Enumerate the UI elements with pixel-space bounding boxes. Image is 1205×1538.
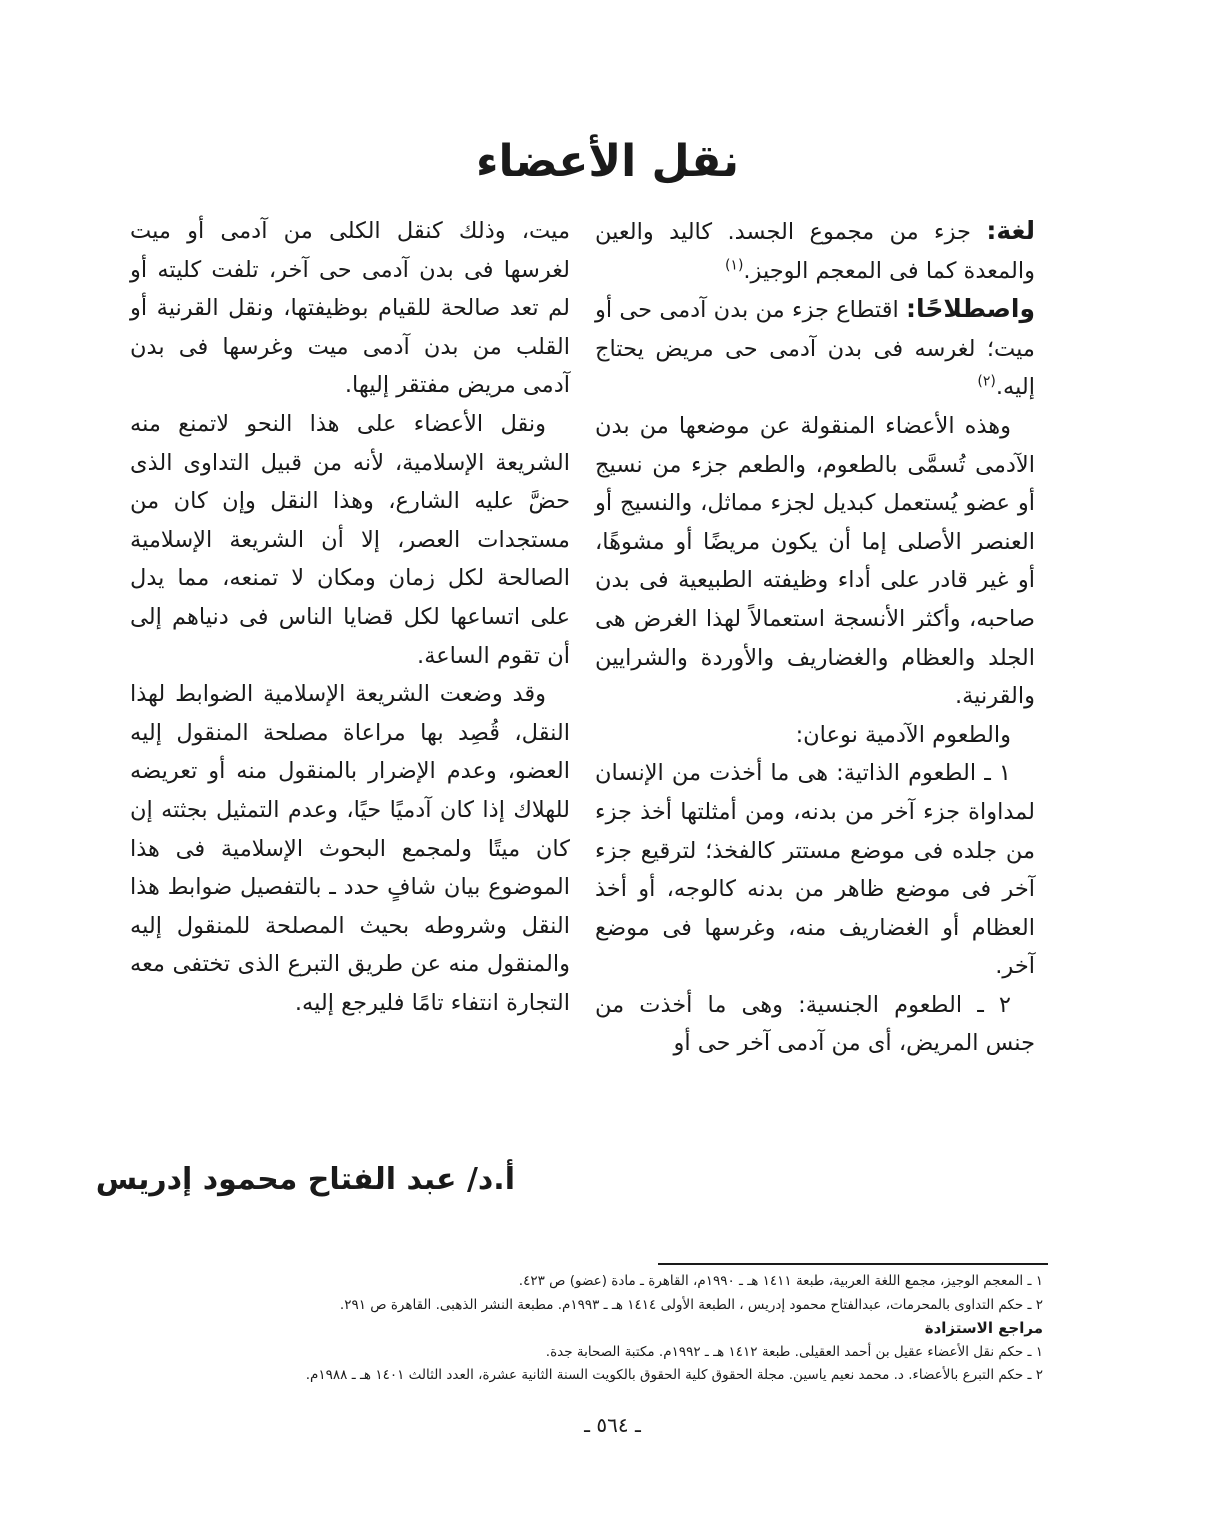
footnote-ref-2[interactable]: (٢) (977, 373, 996, 390)
paragraph: وقد وضعت الشريعة الإسلامية الضوابط لهذا النقل، قُصِد بها مراعاة مصلحة المنقول إليه العضو، وعدم الإضرار بالمنقول منه أو تعريضه للهلاك إذا كان آدميًا حيًا، وعدم التمثيل بجثته إن كان ميتًا ولمجمع البحوث الإسلامية فى هذا الموضوع بيان شافٍ حدد ـ بالتفصيل ضوابط هذا النقل وشروطه بحيث المصلحة للمنقول إليه والمنقول منه عن طريق التبرع الذى تختفى معه التجارة انتفاء تامًا فليرجع إليه. (130, 681, 570, 1016)
reference-1: ١ ـ حكم نقل الأعضاء عقيل بن أحمد العقيلى. طبعة ١٤١٢ هـ ـ ١٩٩٢م. مكتبة الصحابة جدة. (545, 1343, 1043, 1360)
reference-2: ٢ ـ حكم التبرع بالأعضاء. د. محمد نعيم ياسين. مجلة الحقوق كلية الحقوق بالكويت السنة الثانية عشرة، العدد الثالث ١٤٠١ هـ ـ ١٩٨٨م. (305, 1367, 1043, 1383)
paragraph: ونقل الأعضاء على هذا النحو لاتمنع منه الشريعة الإسلامية، لأنه من قبيل التداوى الذى حضَّ عليه الشارع، وهذا النقل وإن كان من مستجدات العصر، إلا أن الشريعة الإسلامية الصالحة لكل زمان ومكان لا تمنعه، مما يدل على اتساعها لكل قضايا الناس فى دنياهم إلى أن تقوم الساعة. (130, 410, 570, 669)
footnote-ref-1[interactable]: (١) (724, 257, 744, 274)
footnote-divider (658, 1263, 1048, 1265)
paragraph: والطعوم الآدمية نوعان: (795, 721, 1011, 748)
left-column (130, 212, 570, 1022)
page-title: نقل الأعضاء (475, 136, 740, 187)
paragraph: ٢ ـ الطعوم الجنسية: وهى ما أخذت من جنس المريض، أى من آدمى آخر حى أو (595, 991, 1035, 1057)
author-signature: أ.د/ عبد الفتاح محمود إدريس (95, 1162, 515, 1197)
lugha-text: جزء من مجموع الجسد. كاليد والعين والمعدة كما فى المعجم الوجيز. (595, 219, 1035, 284)
footnotes (163, 1270, 1043, 1388)
paragraph: ١ ـ الطعوم الذاتية: هى ما أخذت من الإنسان لمداواة جزء آخر من بدنه، ومن أمثلتها أخذ جزء من جلده فى موضع مستتر كالفخذ؛ لترقيع جزء آخر فى موضع ظاهر من بدنه كالوجه، أو أخذ العظام أو الغضاريف منه، وغرسها فى موضع آخر. (595, 760, 1035, 980)
page-number: ـ ٥٦٤ ـ (584, 1413, 641, 1437)
paragraph: وهذه الأعضاء المنقولة عن موضعها من بدن الآدمى تُسمَّى بالطعوم، والطعم جزء من نسيج أو عضو يُستعمل كبديل لجزء مماثل، والنسيج أو العنصر الأصلى إما أن يكون مريضًا أو مشوهًا، أو غير قادر على أداء وظيفته الطبيعية فى بدن صاحبه، وأكثر الأنسجة استعمالاً لهذا الغرض هى الجلد والعظام والغضاريف والأوردة والشرايين والقرنية. (595, 412, 1035, 710)
definition-lugha (595, 212, 1035, 290)
references-heading: مراجع الاستزادة (924, 1319, 1043, 1337)
term-lugha: لغة: (986, 216, 1035, 245)
istilah-text: اقتطاع جزء من بدن آدمى حى أو ميت؛ لغرسه فى بدن آدمى حى مريض يحتاج إليه. (595, 297, 1035, 401)
footnote-2: ٢ ـ حكم التداوى بالمحرمات، عبدالفتاح محمود إدريس ، الطبعة الأولى ١٤١٤ هـ ـ ١٩٩٣م. مطبعة النشر الذهبى. القاهرة ص ٢٩١. (339, 1296, 1043, 1313)
footnote-1: ١ ـ المعجم الوجيز، مجمع اللغة العربية، طبعة ١٤١١ هـ ـ ١٩٩٠م، القاهرة ـ مادة (عضو) ص ٤٢٣. (518, 1273, 1043, 1289)
paragraph: ميت، وذلك كنقل الكلى من آدمى أو ميت لغرسها فى بدن آدمى حى آخر، تلفت كليته أو لم تعد صالحة للقيام بوظيفتها، ونقل القرنية أو القلب من بدن آدمى ميت وغرسها فى بدن آدمى مريض مفتقر إليها. (130, 218, 570, 399)
definition-istilah (595, 290, 1035, 407)
term-istilah: واصطلاحًا: (905, 294, 1035, 324)
right-column (595, 212, 1035, 1063)
